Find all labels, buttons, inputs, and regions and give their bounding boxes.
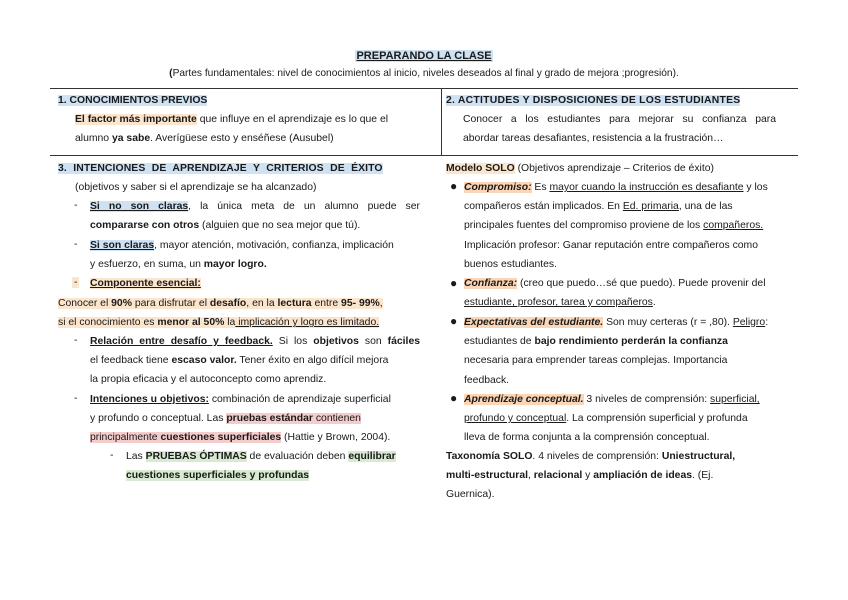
paragraph: El factor más importante que influye en el aprendizaje es lo que el alumno ya sabe. Averígüese esto y enséñese (Ausubel) — [75, 114, 389, 145]
section-intenciones — [58, 159, 420, 197]
bullet-dot: ● — [450, 391, 458, 405]
dash-bullet: - — [74, 335, 78, 346]
paragraph: abordar tareas desafiantes, resistencia a la frustración… — [463, 133, 724, 145]
dash-bullet: - — [74, 393, 78, 404]
list-item-intenciones: Intenciones u objetivos: combinación de aprendizaje superficial y profundo o conceptual. Las pruebas estándar contienen principalmente cuestiones superficiales (Hattie y Brown, 2004). — [90, 394, 391, 444]
dash-bullet: - — [110, 450, 114, 461]
page-subtitle: (Partes fundamentales: nivel de conocimientos al inicio, niveles deseados al final y grado de mejora ;progresión). — [169, 68, 679, 79]
list-item-pruebas-optimas: Las PRUEBAS ÓPTIMAS de evaluación deben equilibrar cuestiones superficiales y profundas — [126, 451, 396, 482]
section-heading: Modelo SOLO (Objetivos aprendizaje – Criterios de éxito) — [446, 163, 714, 174]
paragraph-taxonomia-solo: Taxonomía SOLO. 4 niveles de comprensión: Uniestructural, multi-estructural, relacional y ampliación de ideas. (Ej. Guernica). — [446, 451, 736, 501]
list-item-confianza: Confianza: (creo que puedo…sé que puedo). Puede provenir del estudiante, profesor, tarea y compañeros. — [464, 278, 766, 309]
section-subheading: (objetivos y saber si el aprendizaje se ha alcanzado) — [75, 182, 317, 194]
paragraph: Conocer a los estudiantes para mejorar su confianza para — [463, 114, 776, 126]
list-item-compromiso: Compromiso: Es mayor cuando la instrucción es desafiante y los compañeros están implicados. En Ed. primaria, una de las principales fuentes del compromiso proviene de los compañeros. Implicación profesor: Ganar reputación entre compañeros como buenos estudiantes. — [464, 182, 768, 270]
list-item-expectativas: Expectativas del estudiante. Son muy certeras (r = ,80). Peligro: estudiantes de bajo rendimiento perderán la confianza necesaria para emprender tareas complejas. Importancia feedback. — [464, 317, 769, 386]
section-heading: 2. ACTITUDES Y DISPOSICIONES DE LOS ESTUDIANTES — [446, 95, 741, 106]
list-item-componente: Componente esencial: — [90, 278, 201, 289]
bullet-dot: ● — [450, 179, 458, 193]
page-title: PREPARANDO LA CLASE — [356, 50, 492, 62]
bullet-dot: ● — [450, 276, 458, 290]
list-item-desafio-feedback: Relación entre desafío y feedback. Si los objetivos son fáciles el feedback tiene escaso valor. Tener éxito en algo difícil mejora la propia eficacia y el autoconcepto como aprendiz. — [90, 336, 421, 386]
paragraph-componente: Conocer el 90% para disfrutar el desafío, en la lectura entre 95- 99%, si el conocimiento es menor al 50% la implicación y logro es limitado. — [58, 298, 383, 329]
bullet-dot: ● — [450, 314, 458, 328]
divider-top — [50, 88, 798, 89]
list-item-aprendizaje-conceptual: Aprendizaje conceptual. 3 niveles de comprensión: superficial, profundo y conceptual. La comprensión superficial y profunda lleva de forma conjunta a la comprensión conceptual. — [464, 394, 760, 444]
dash-bullet: - — [74, 200, 78, 211]
section-heading: 3. INTENCIONES DE APRENDIZAJE Y CRITERIOS DE ÉXITO — [58, 163, 383, 174]
dash-bullet: - — [74, 239, 78, 250]
section-actitudes — [446, 91, 781, 149]
dash-bullet: - — [74, 277, 78, 288]
divider-vertical-top — [441, 88, 442, 156]
section-modelo-solo — [446, 159, 806, 178]
section-conocimientos-previos — [58, 91, 418, 149]
list-item-si-claras: Si son claras, mayor atención, motivación, confianza, implicación y esfuerzo, en suma, un mayor logro. — [90, 240, 394, 271]
list-item-no-claras: Si no son claras, la única meta de un alumno puede ser compararse con otros (alguien que no sea mejor que tú). — [90, 201, 420, 232]
divider-middle — [50, 155, 798, 156]
section-heading: 1. CONOCIMIENTOS PREVIOS — [58, 95, 208, 106]
